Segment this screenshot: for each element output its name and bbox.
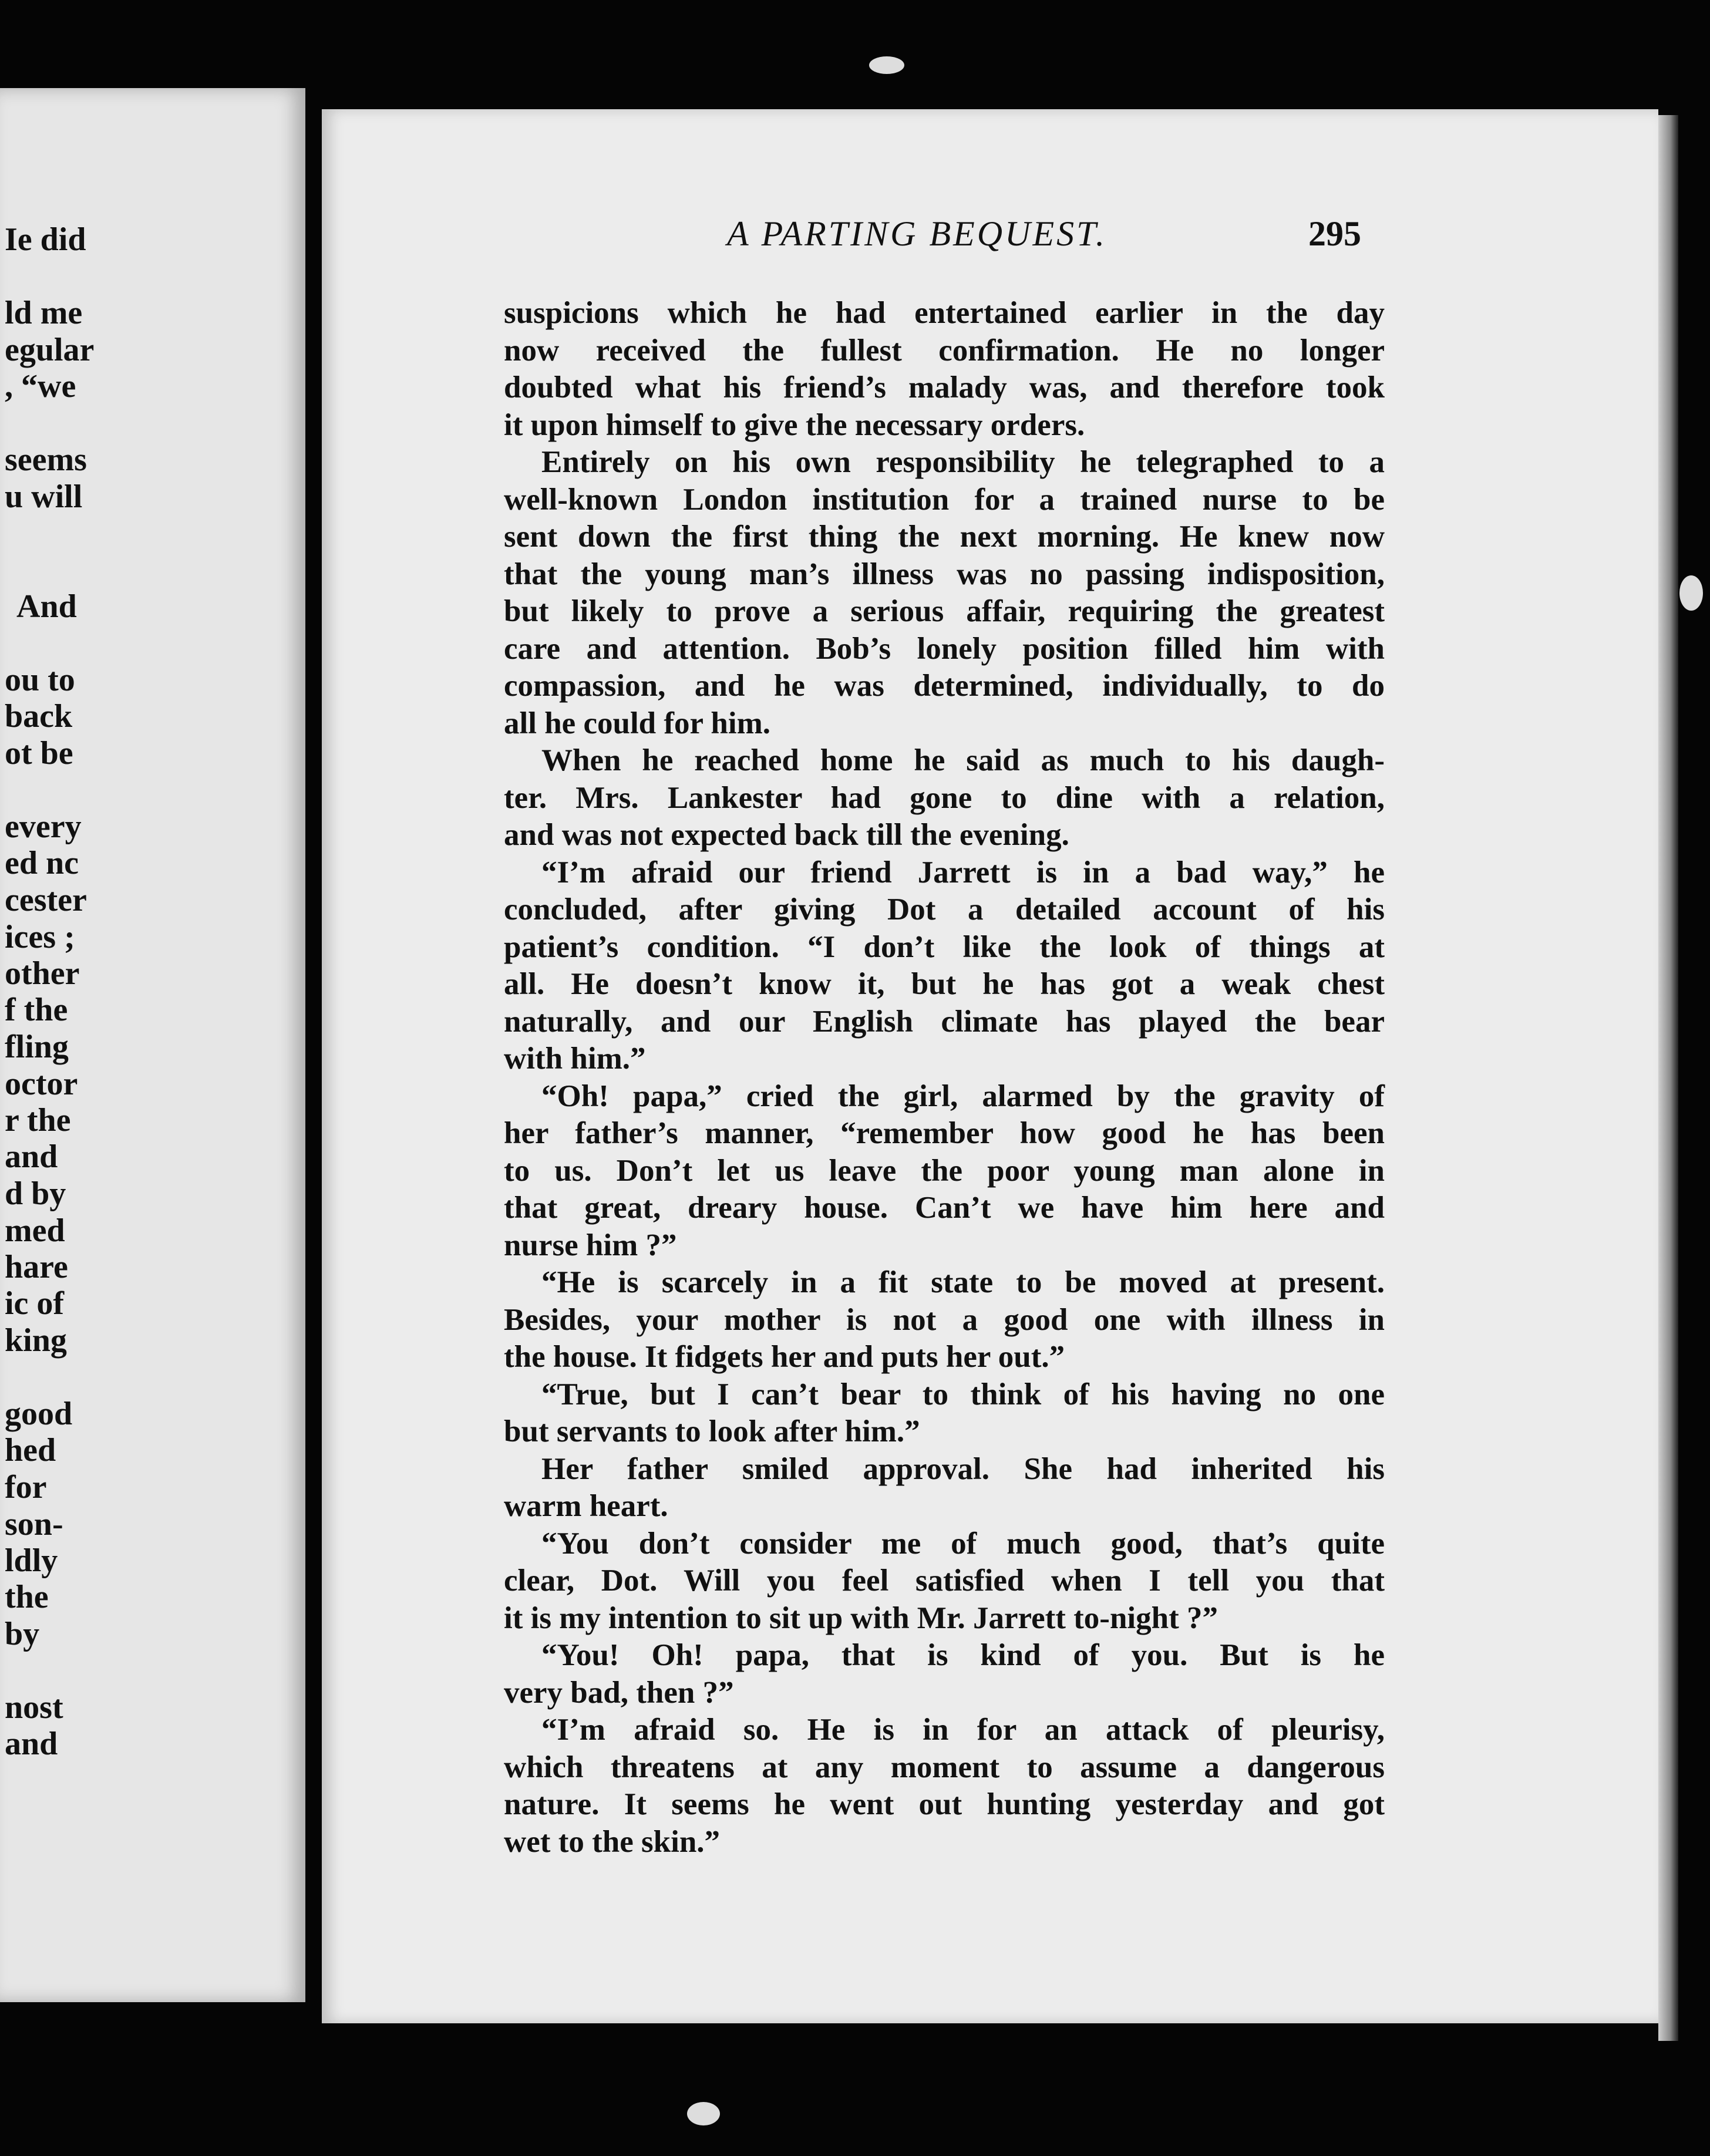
previous-page-line-fragment: hed xyxy=(5,1432,56,1468)
previous-page-line-fragment: and xyxy=(5,1726,58,1762)
text-line: compassion, and he was determined, individually, to do xyxy=(504,669,1385,703)
text-line: suspicions which he had entertained earlier in the day xyxy=(504,296,1385,330)
text-line: patient’s condition. “I don’t like the look of things at xyxy=(504,929,1385,964)
text-line: When he reached home he said as much to his daugh- xyxy=(541,743,1385,777)
page-edge xyxy=(1658,115,1678,2041)
text-line: ter. Mrs. Lankester had gone to dine with a relation, xyxy=(504,780,1385,815)
previous-page-line-fragment: ldly xyxy=(5,1542,58,1579)
text-line: care and attention. Bob’s lonely position filled him with xyxy=(504,631,1385,666)
text-line: that the young man’s illness was no passing indisposition, xyxy=(504,557,1385,591)
text-line: Entirely on his own responsibility he telegraphed to a xyxy=(541,445,1385,479)
scan-speck xyxy=(687,2102,720,2125)
text-line: concluded, after giving Dot a detailed account of his xyxy=(504,892,1385,927)
previous-page-line-fragment: ices ; xyxy=(5,919,75,955)
text-line: sent down the first thing the next morning. He knew now xyxy=(504,520,1385,554)
text-line: Her father smiled approval. She had inherited his xyxy=(541,1451,1385,1486)
text-line: doubted what his friend’s malady was, and therefore took xyxy=(504,370,1385,405)
book-page xyxy=(322,109,1658,2023)
text-line: to us. Don’t let us leave the poor young man alone in xyxy=(504,1153,1385,1188)
previous-page-line-fragment: ou to xyxy=(5,662,75,698)
text-line: but servants to look after him.” xyxy=(504,1414,920,1448)
previous-page-line-fragment: And xyxy=(16,588,77,625)
previous-page-line-fragment: Ie did xyxy=(5,221,86,258)
previous-page-line-fragment: every xyxy=(5,808,82,845)
text-line: that great, dreary house. Can’t we have him here and xyxy=(504,1191,1385,1225)
text-line: which threatens at any moment to assume a dangerous xyxy=(504,1750,1385,1784)
text-line: it is my intention to sit up with Mr. Jarrett to-night ?” xyxy=(504,1601,1218,1635)
text-line: “You don’t consider me of much good, that’s quite xyxy=(541,1526,1385,1561)
previous-page-line-fragment: u will xyxy=(5,479,83,515)
previous-page-line-fragment: by xyxy=(5,1616,40,1652)
previous-page-line-fragment: back xyxy=(5,698,73,735)
text-line: naturally, and our English climate has played the bear xyxy=(504,1004,1385,1039)
previous-page-line-fragment: ed nc xyxy=(5,845,79,881)
text-line: well-known London institution for a trained nurse to be xyxy=(504,482,1385,517)
previous-page-line-fragment: ic of xyxy=(5,1285,65,1322)
previous-page-line-fragment: r the xyxy=(5,1102,71,1138)
previous-page-line-fragment: f the xyxy=(5,992,68,1028)
previous-page-line-fragment: the xyxy=(5,1579,49,1615)
previous-page-line-fragment: ot be xyxy=(5,735,73,772)
text-line: her father’s manner, “remember how good he has been xyxy=(504,1116,1385,1150)
text-line: very bad, then ?” xyxy=(504,1675,734,1710)
text-line: nurse him ?” xyxy=(504,1228,677,1262)
scan-speck xyxy=(1679,575,1703,611)
previous-page-line-fragment: and xyxy=(5,1138,58,1175)
body-text xyxy=(504,295,1385,1861)
previous-page-line-fragment: d by xyxy=(5,1175,66,1212)
text-line: clear, Dot. Will you feel satisfied when I tell you that xyxy=(504,1564,1385,1598)
page-number: 295 xyxy=(1308,214,1361,253)
text-line: “I’m afraid our friend Jarrett is in a bad way,” he xyxy=(541,855,1385,890)
text-line: “Oh! papa,” cried the girl, alarmed by the gravity of xyxy=(541,1079,1385,1113)
previous-page-line-fragment: fling xyxy=(5,1029,69,1065)
previous-page-line-fragment: ld me xyxy=(5,295,83,331)
text-line: but likely to prove a serious affair, requiring the greatest xyxy=(504,594,1385,628)
text-line: “True, but I can’t bear to think of his having no one xyxy=(541,1377,1385,1411)
text-line: “You! Oh! papa, that is kind of you. But is he xyxy=(541,1638,1385,1672)
text-line: nature. It seems he went out hunting yesterday and got xyxy=(504,1787,1385,1821)
text-line: all he could for him. xyxy=(504,706,770,740)
scan-speck xyxy=(869,56,904,74)
previous-page-line-fragment: king xyxy=(5,1322,67,1359)
text-line: warm heart. xyxy=(504,1489,668,1523)
previous-page-strip xyxy=(0,88,305,2002)
text-line: wet to the skin.” xyxy=(504,1824,721,1859)
previous-page-line-fragment: good xyxy=(5,1396,73,1432)
previous-page-line-fragment: , “we xyxy=(5,368,76,405)
previous-page-line-fragment: hare xyxy=(5,1249,68,1285)
text-line: it upon himself to give the necessary orders. xyxy=(504,407,1085,442)
text-line: the house. It fidgets her and puts her out.” xyxy=(504,1340,1065,1374)
text-line: Besides, your mother is not a good one with illness in xyxy=(504,1302,1385,1337)
previous-page-line-fragment: cester xyxy=(5,882,87,918)
text-line: all. He doesn’t know it, but he has got a weak chest xyxy=(504,967,1385,1001)
previous-page-line-fragment: other xyxy=(5,955,80,992)
previous-page-line-fragment: for xyxy=(5,1469,47,1505)
text-line: “I’m afraid so. He is in for an attack of pleurisy, xyxy=(541,1713,1385,1747)
previous-page-line-fragment: octor xyxy=(5,1066,78,1102)
text-line: now received the fullest confirmation. He no longer xyxy=(504,333,1385,368)
previous-page-line-fragment: nost xyxy=(5,1689,63,1726)
previous-page-line-fragment: seems xyxy=(5,442,87,478)
previous-page-line-fragment: med xyxy=(5,1212,65,1249)
text-line: and was not expected back till the evening. xyxy=(504,818,1069,852)
previous-page-line-fragment: egular xyxy=(5,332,95,368)
text-line: with him.” xyxy=(504,1042,646,1076)
previous-page-line-fragment: son- xyxy=(5,1506,63,1542)
running-title: A PARTING BEQUEST. xyxy=(727,214,1108,253)
text-line: “He is scarcely in a fit state to be moved at present. xyxy=(541,1265,1385,1299)
